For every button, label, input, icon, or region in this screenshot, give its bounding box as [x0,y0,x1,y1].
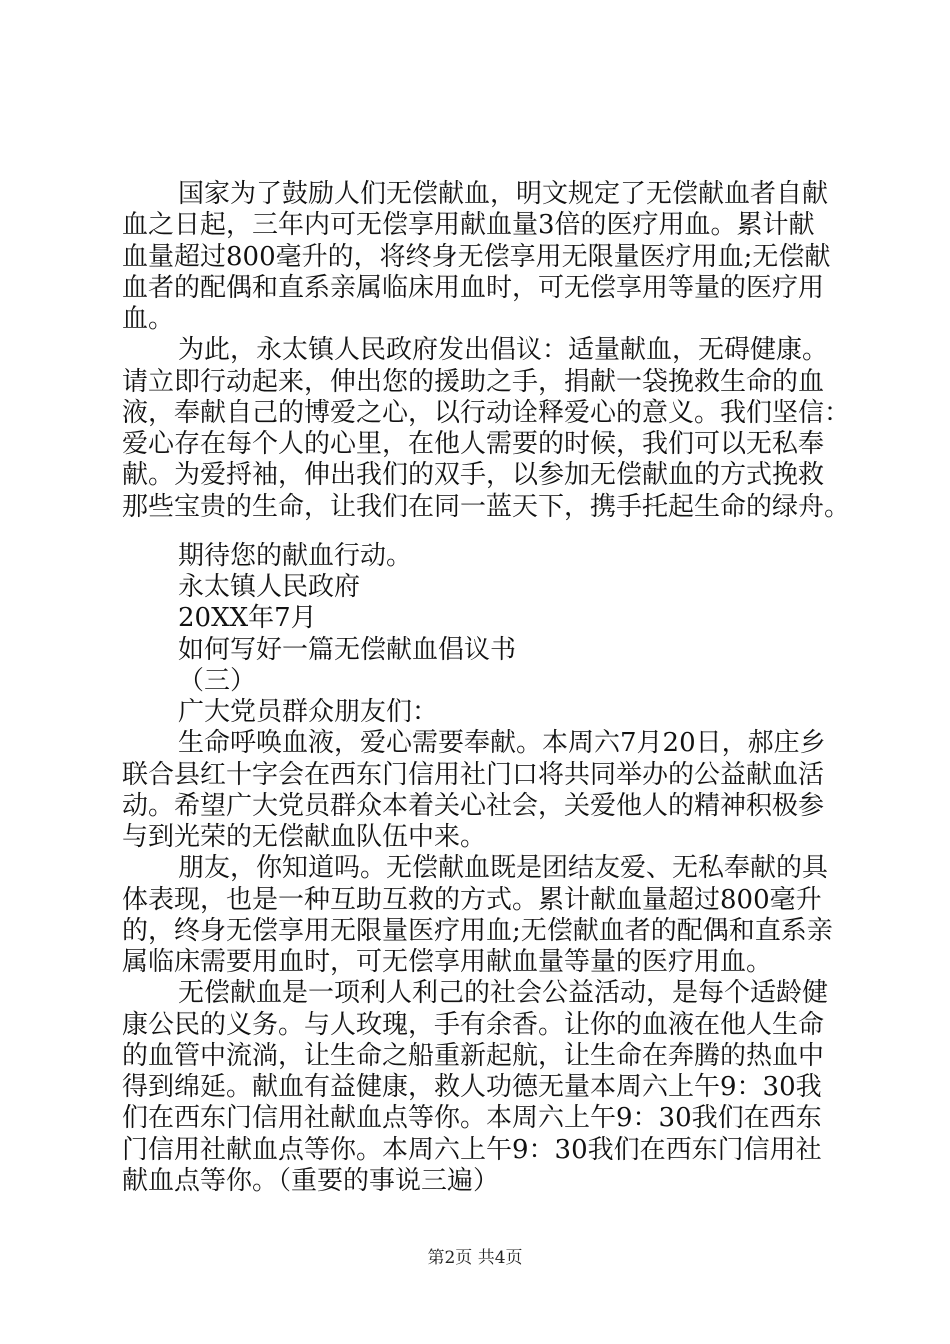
paragraph-line: 门信用社献血点等你。本周六上午9：30我们在西东门信用社 [122,1135,822,1165]
paragraph-line: 生命呼唤血液，爱心需要奉献。本周六7月20日，郝庄乡 [178,728,826,758]
paragraph-line: 动。希望广大党员群众本着关心社会，关爱他人的精神积极参 [122,791,825,821]
paragraph-line: 的血管中流淌，让生命之船重新起航，让生命在奔腾的热血中 [122,1041,825,1071]
paragraph-line: 献。为爱捋袖，伸出我们的双手，以参加无偿献血的方式挽救 [122,460,825,490]
page-footer: 第2页 共4页 [427,1248,523,1268]
paragraph-line: 那些宝贵的生命，让我们在同一蓝天下，携手托起生命的绿舟。 [122,492,851,522]
paragraph-line: 血之日起，三年内可无偿享用献血量3倍的医疗用血。累计献 [122,210,815,240]
paragraph-line: 血。 [122,304,175,334]
paragraph-line: 国家为了鼓励人们无偿献血，明文规定了无偿献血者自献 [178,179,829,209]
paragraph-line: 属临床需要用血时，可无偿享用献血量等量的医疗用血。 [122,947,773,977]
paragraph-line: 液，奉献自己的博爱之心，以行动诠释爱心的意义。我们坚信： [122,398,851,428]
paragraph-line: 体表现，也是一种互助互救的方式。累计献血量超过800毫升 [122,885,822,915]
paragraph-line: 与到光荣的无偿献血队伍中来。 [122,822,487,852]
paragraph-line: 朋友，你知道吗。无偿献血既是团结友爱、无私奉献的具 [178,853,829,883]
paragraph-line: 得到绵延。献血有益健康，救人功德无量本周六上午9：30我 [122,1072,822,1102]
paragraph-line: 们在西东门信用社献血点等你。本周六上午9：30我们在西东 [122,1103,822,1133]
section-number: （三） [178,666,257,696]
signature-org: 永太镇人民政府 [178,572,361,602]
paragraph-line: 的，终身无偿享用无限量医疗用血;无偿献血者的配偶和直系亲 [122,916,833,946]
paragraph-line: 献血点等你。（重要的事说三遍） [122,1166,500,1196]
paragraph-line: 爱心存在每个人的心里，在他人需要的时候，我们可以无私奉 [122,429,825,459]
paragraph-line: 为此，永太镇人民政府发出倡议：适量献血，无碍健康。 [178,335,829,365]
section-heading: 如何写好一篇无偿献血倡议书 [178,635,517,665]
paragraph-line: 血者的配偶和直系亲属临床用血时，可无偿享用等量的医疗用 [122,273,825,303]
paragraph-line: 请立即行动起来，伸出您的援助之手，捐献一袋挽救生命的血 [122,367,825,397]
paragraph-line: 血量超过800毫升的，将终身无偿享用无限量医疗用血;无偿献 [122,242,831,272]
paragraph-line: 康公民的义务。与人玫瑰，手有余香。让你的血液在他人生命 [122,1010,825,1040]
signature-date: 20XX年7月 [178,603,317,633]
paragraph-line: 无偿献血是一项利人利己的社会公益活动，是每个适龄健 [178,978,829,1008]
salutation: 广大党员群众朋友们： [178,697,439,727]
closing-line: 期待您的献血行动。 [178,541,413,571]
paragraph-line: 联合县红十字会在西东门信用社门口将共同举办的公益献血活 [122,760,825,790]
